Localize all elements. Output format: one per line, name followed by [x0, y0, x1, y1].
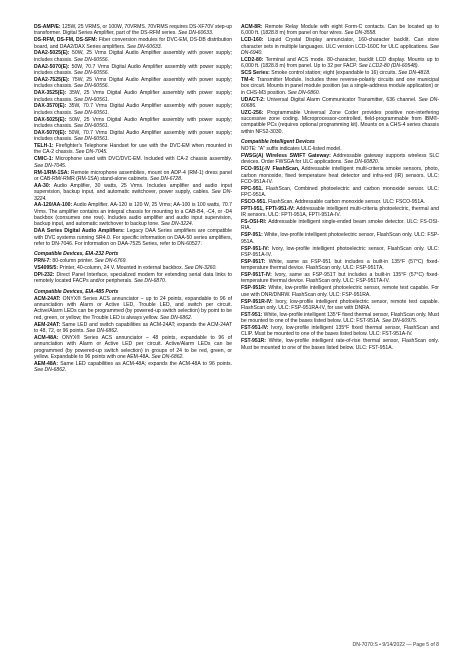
- section-heading: Compatible Devices, EIA-232 Ports: [34, 251, 119, 258]
- product-entry: [241, 199, 439, 205]
- product-description: Legacy DAA Series amplifiers are compatible with DVC systems running SR4.0. For specific information on DAA-50 series amplifiers, refer to DN-7046. For information on DAA-7525 Series, refer to DN-60527.: [34, 228, 232, 247]
- product-term: LCD2-80:: [241, 56, 264, 63]
- product-entry: [34, 228, 232, 247]
- product-entry: [241, 110, 439, 135]
- product-term: AA-120/AA-100:: [34, 202, 73, 209]
- product-term: DAA2-5070(E):: [34, 63, 70, 70]
- product-entry: [241, 325, 439, 338]
- product-description: Firefighter's Telephone Handset for use with the DVC-EM when mounted in the CA-2 chassis.: [34, 143, 232, 156]
- product-entry: [241, 259, 439, 272]
- product-entry: [241, 153, 439, 166]
- product-description: Same LED and switch capabilities as ACM-24AT; expands the ACM-24AT to 48, 72, or 96 points.: [34, 321, 232, 334]
- datasheet-reference: See DN-60686.: [241, 96, 439, 109]
- product-description: 50W, 25 Vrms Digital Audio Amplifier assembly with power supply; includes chassis.: [34, 116, 232, 129]
- section-heading: Compatible Devices, EIA-485 Ports: [34, 288, 119, 295]
- product-entry: [241, 57, 439, 70]
- product-entry: [34, 50, 232, 63]
- product-description: Addressable intelligent single-ended beam smoke detector. ULC: FS-OSI-RIA.: [241, 219, 439, 232]
- datasheet-reference: See DN-60561.: [72, 96, 110, 103]
- product-term: LCD-160:: [241, 37, 264, 44]
- product-entry: [241, 24, 439, 37]
- product-description: Audio Amplifier, 30 watts, 25 Vrms. Includes amplifier and audio input supervision, backup input, and automatic switchover, power supply, cables.: [34, 182, 232, 196]
- product-entry: [241, 77, 439, 96]
- product-description: Fiber conversion modules for DVC-EM, DS-DB distribution board, and DAA2/DAX Series amplifiers.: [34, 37, 232, 50]
- product-term: FCO-951(-IV FlashScan,: [241, 166, 300, 173]
- product-entry: [34, 335, 232, 360]
- datasheet-reference: See DN-60556.: [72, 70, 110, 77]
- product-description: FlashScan, Combined photoelectric and carbon monoxide sensor. ULC: FPC-951A.: [241, 185, 439, 199]
- datasheet-reference: See DN-3260.: [183, 265, 217, 272]
- product-entry: [34, 37, 232, 50]
- datasheet-reference: See DN-6862.: [34, 367, 67, 374]
- product-description: 50W, 70.7 Vrms Digital Audio Amplifier assembly with power supply; includes chassis.: [34, 63, 232, 77]
- product-term: RM-1/RM-1SA:: [34, 169, 70, 176]
- product-entry: [241, 186, 439, 199]
- product-entry: [34, 296, 232, 321]
- product-entry: [34, 202, 232, 227]
- product-description: Ivory, low-profile intelligent 135°F fixed thermal sensor, FlashScan and CLIP. Must be mounted to one of the bases listed below. ULC: FST-951A-IV.: [241, 325, 439, 338]
- product-term: DS-RFM, DS-FM, DS-SFM:: [34, 37, 98, 44]
- product-entry: [34, 322, 232, 335]
- product-term: UZC-256:: [241, 109, 264, 116]
- product-term: AEM-24AT:: [34, 321, 61, 328]
- product-term: DAA2-5025(E):: [34, 50, 70, 57]
- product-entry: [34, 156, 232, 169]
- product-entry: [34, 24, 232, 37]
- product-term: AEM-48A:: [34, 360, 59, 367]
- product-entry: [34, 170, 232, 183]
- product-term: TM-4:: [241, 76, 255, 83]
- datasheet-reference: See DN-6860.: [286, 89, 320, 96]
- product-entry: [34, 272, 232, 285]
- product-entry: [241, 312, 439, 325]
- datasheet-reference: See DN-60556.: [72, 56, 110, 63]
- product-entry: [241, 166, 439, 185]
- product-description: Remote microphone assemblies, mount on ADP-4 (RM-1) dress panel or CAB-RM/-RMR (RM-1SA) stand-alone cabinets.: [34, 169, 232, 182]
- product-description: 50W, 25 Vrms Digital Audio Amplifier assembly with power supply; includes chassis.: [34, 50, 232, 63]
- product-description: White, low-profile intelligent 135°F fixed thermal sensor, FlashScan only. Must be mounted to one of the bases listed below. ULC: FST-951A.: [241, 311, 439, 325]
- product-entry: [34, 258, 232, 264]
- product-term: FST-951R:: [241, 338, 266, 345]
- product-entry: [34, 103, 232, 116]
- product-term: FST-951:: [241, 311, 263, 318]
- product-entry: [241, 232, 439, 245]
- product-term: ACM-48A:: [34, 334, 59, 341]
- datasheet-reference: See DN-6940.: [241, 43, 439, 56]
- product-entry: [34, 130, 232, 143]
- product-description: Same LED capabilities as ACM-48A; expands the ACM-48A to 96 points.: [58, 360, 232, 367]
- product-description: Microphone used with DVC/DVC-EM. Included with CA-2 chassis assembly.: [53, 156, 232, 163]
- product-term: DPI-232:: [34, 272, 55, 279]
- product-entry: [34, 265, 232, 271]
- product-term: DAX-5025(E):: [34, 116, 67, 123]
- product-entry: [34, 143, 232, 156]
- product-term: TELH-1:: [34, 143, 54, 150]
- product-description: 80-column printer.: [50, 258, 94, 265]
- product-description: Ivory, low-profile intelligent photoelectric sensor, FlashScan only. ULC: FSP-951A-IV.: [241, 245, 439, 258]
- datasheet-reference: See DN-60561.: [72, 109, 110, 116]
- product-term: FPC-951.: [241, 185, 263, 192]
- product-term: FSP-951T-IV:: [241, 272, 272, 279]
- product-description: ONYX® Series ACS annunciator – 48 points, expandable to 96 of annunciation with Alarm or Active LED per circuit. Active/Alarm LEDs can be programmed (by powered-up switch selection) in groups of 24 to be red, green, or yellow. Expandable to 96 points with one AEM-48A.: [34, 334, 232, 360]
- note: [241, 146, 439, 152]
- product-description: Ivory, same as FSP-951T but includes a built-in 135°F (57°C) fixed-temperature thermal device. FlashScan only. ULC: FSP-951TA-IV.: [241, 272, 439, 285]
- datasheet-reference: See DN-7045.: [34, 162, 67, 169]
- product-term: FPTI-951, FPTI-951-IV:: [241, 205, 295, 212]
- product-term: FSCO-951.: [241, 199, 267, 205]
- product-entry: [241, 219, 439, 232]
- product-entry: [34, 361, 232, 374]
- product-description: Programmable Universal Zone Coder provides positive non-interfering successive zone coding. Microprocessor-controlled, field-programmable from IBM®-compatible PCs (requires optional programming kit). Mounts on a CHS-4 series chassis within NFS2-3030.: [241, 109, 439, 135]
- product-entry: [241, 272, 439, 285]
- datasheet-reference: See DN-3558.: [342, 30, 377, 37]
- datasheet-reference: See DN-60561.: [72, 122, 110, 129]
- product-term: FST-951-IV:: [241, 325, 269, 331]
- product-term: FSP-951T:: [241, 258, 266, 265]
- product-description: Direct Panel Interface, specialized modem for extending serial data links to remotely located FACPs and/or peripherals.: [34, 272, 232, 285]
- datasheet-reference: See DN-6862.: [150, 353, 184, 360]
- product-description: Terminal and ACS mode. 80-character, backlit LCD display. Mounts up to 6,000 ft. (1828.8 m) from panel. Up to 32 per FACP.: [241, 56, 439, 70]
- section-heading: Compatible Intelligent Devices: [241, 139, 315, 146]
- datasheet-reference: See DN-6870.: [132, 278, 167, 285]
- product-description: White, same as FSP-951 but includes a built-in 135°F (57°C) fixed-temperature thermal device. FlashScan only. ULC: FSP-951TA.: [241, 258, 439, 272]
- datasheet-reference: See DN-60975.: [380, 318, 418, 325]
- product-description: Remote Relay Module with eight Form-C contacts. Can be located up to 6,000 ft. (1828.8 m) from panel on four wires.: [241, 24, 439, 37]
- datasheet-reference: See DN-60820.: [342, 159, 380, 166]
- product-entry: [241, 285, 439, 298]
- product-term: DAA Series Digital Audio Amplifiers:: [34, 228, 125, 235]
- product-term: AA-30:: [34, 182, 51, 189]
- product-description: Printer, 40-column, 24 V. Mounted in external backbox.: [58, 265, 184, 272]
- product-description: Liquid Crystal Display annunciator, 160-character backlit. Can store character sets in multiple languages. ULC version LCD-160C for ULC applications.: [241, 37, 439, 50]
- product-term: FSP-951:: [241, 232, 263, 239]
- datasheet-reference: See DN-60633.: [125, 43, 162, 50]
- product-description: 75W, 25 Vrms Digital Audio Amplifier assembly with power supply; includes chassis.: [34, 76, 232, 90]
- datasheet-reference: See DN-4818.: [396, 70, 431, 77]
- product-description: White, low-profile intelligent photoelectric sensor, remote test capable. For use with DNR/DNRW. FlashScan only. ULC: FSP-951RA.: [241, 285, 439, 298]
- product-description: White, low-profile intelligent rate-of-rise thermal sensor, FlashScan only. Must be mounted to one of the bases listed below. ULC: FST-951A.: [241, 338, 439, 351]
- product-term: PRN-7:: [34, 258, 51, 265]
- product-term: CMIC-1:: [34, 156, 54, 163]
- product-term: FSP-951R:: [241, 285, 267, 292]
- product-description: Addressable gateway supports wireless SLC devices. Order FWSGA for ULC applications.: [241, 152, 439, 166]
- datasheet-reference: See DN-60556.: [72, 83, 110, 90]
- product-term: DAX-3525(E):: [34, 90, 67, 97]
- product-term: DS-AMP/E:: [34, 24, 61, 30]
- product-entry: [34, 90, 232, 103]
- product-entry: [34, 77, 232, 90]
- product-term: UDACT-2:: [241, 96, 265, 103]
- product-entry: [34, 117, 232, 130]
- datasheet-reference: See DN-6728.: [148, 175, 183, 182]
- note-text: NOTE: "A" suffix indicates ULC-listed model.: [241, 146, 342, 153]
- right-column: [241, 24, 439, 351]
- product-term: DAX-5070(E):: [34, 129, 67, 136]
- datasheet-reference: See DN-6862.: [158, 314, 193, 321]
- datasheet-reference: See DN-7045.: [73, 149, 108, 156]
- product-entry: [241, 97, 439, 110]
- product-entry: [241, 338, 439, 351]
- product-term: FSP-951-IV:: [241, 245, 270, 252]
- product-entry: [241, 70, 439, 76]
- product-entry: [241, 37, 439, 56]
- datasheet-reference: See DN-6862.: [84, 327, 119, 334]
- product-description: 125W, 25 VRMS, or 100W, 70VRMS. 70VRMS requires DS-XF70V step-up transformer. Digital Series Amplifier, part of the DS-RFM series.: [34, 24, 232, 37]
- datasheet-reference: See DN-6769.: [93, 258, 127, 265]
- page-footer: DN-7070:S • 9/14/2022 — Page 5 of 8: [352, 642, 439, 648]
- product-description: 35W, 25 Vrms Digital Audio Amplifier assembly with power supply; includes chassis.: [34, 90, 232, 103]
- datasheet-reference: See DN-60561.: [72, 136, 110, 143]
- product-term: VS4095/5:: [34, 265, 59, 272]
- product-entry: [241, 299, 439, 312]
- product-term: FS-OSI-RI:: [241, 219, 267, 226]
- product-description: Universal Digital Alarm Communicator Transmitter, 636 channel.: [264, 96, 417, 103]
- product-term: DAA2-7525(E):: [34, 76, 70, 83]
- product-description: ONYX® Series ACS annunciator – up to 24 points, expandable to 96 of annunciation with Alarm or Active LED, Trouble LED, and switch per circuit. Active/Alarm LEDs can be programmed (by powered-up switch selection) by point to be red, green, or yellow; the Trouble LED is always yellow.: [34, 295, 232, 321]
- product-term: ACM-8R:: [241, 24, 263, 30]
- datasheet-reference: See DN-3224.: [159, 221, 194, 228]
- product-entry: [241, 246, 439, 259]
- product-description: Audio Amplifier. AA-120 is 120 W, 25 Vrms; AA-100 is 100 watts, 70.7 Vrms. The amplifier contains an integral chassis for mounting to a CAB-B4, -C4, or -D4 backbox (consumes one row). Includes audio amplifier and audio input supervision, backup input, and automatic switchover to backup tone.: [34, 202, 232, 228]
- product-description: 35W, 70.7 Vrms Digital Audio Amplifier assembly with power supply; includes chassis.: [34, 103, 232, 116]
- product-description: Ivory, low-profile intelligent photoelectric sensor, remote test capable. FlashScan only. ULC: FSP-951RA-IV, for use with DNRA.: [241, 298, 439, 311]
- product-entry: [34, 183, 232, 202]
- left-column: [34, 24, 232, 374]
- product-entry: [241, 206, 439, 219]
- product-description: FlashScan. Addressable carbon monoxide sensor. ULC: FSCO-951A.: [266, 199, 426, 205]
- product-description: Addressable intelligent multi-criteria photoelectric, thermal and IR sensors. ULC: FPTI-951A, FPTI-951A-IV.: [241, 205, 439, 219]
- product-term: FWSG(A) Wireless SWIFT Gateway:: [241, 152, 331, 159]
- product-description: Transmitter Module. Includes three reverse-polarity circuits and one municipal box circuit. Mounts in panel module position (as a single-address module application) or in CHS-M3 position.: [241, 76, 439, 96]
- datasheet-reference: See DN-3224.: [34, 189, 232, 202]
- product-term: DAX-3570(E):: [34, 103, 67, 110]
- product-term: SCS Series:: [241, 70, 270, 77]
- product-description: Addressable intelligent multi-criteria smoke sensors, photo, carbon monoxide, fixed temperature heat detector and infra-red (IR) sensors. ULC: FCO-951A-IV.: [241, 166, 439, 185]
- product-entry: [34, 64, 232, 77]
- product-description: White, low-profile intelligent photoelectric sensor, FlashScan only. ULC: FSP-951A.: [241, 232, 439, 245]
- datasheet-reference: See LCD2-80 (DN-60548).: [357, 63, 420, 70]
- product-term: ACM-24AT:: [34, 295, 61, 302]
- product-term: FSP-951R-IV:: [241, 298, 273, 305]
- product-description: 50W, 70.7 Vrms Digital Audio Amplifier assembly with power supply; includes chassis.: [34, 129, 232, 143]
- datasheet-reference: See DN-60633.: [176, 30, 214, 37]
- product-description: Smoke control station; eight (expandable to 16) circuits.: [269, 70, 397, 77]
